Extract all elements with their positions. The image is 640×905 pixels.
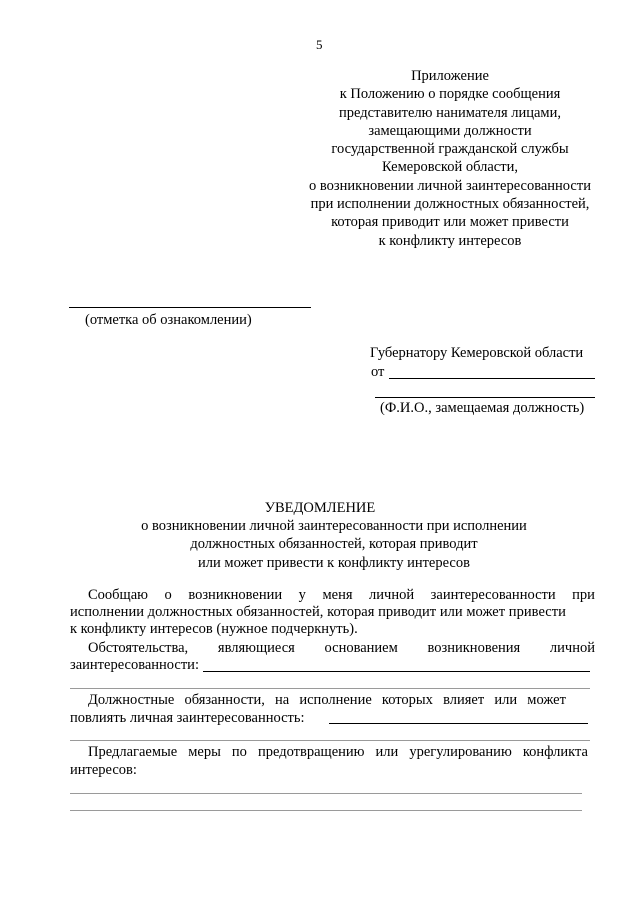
appendix-line: государственной гражданской службы bbox=[331, 141, 569, 158]
word: возникновения bbox=[427, 640, 521, 656]
notice-subtitle bbox=[0, 517, 640, 572]
appendix-line: которая приводит или может привести bbox=[331, 214, 569, 231]
p4-extra-line-1 bbox=[70, 793, 582, 794]
p1-line1 bbox=[88, 587, 595, 604]
word: может bbox=[527, 692, 566, 708]
p3-line2: повлиять личная заинтересованность: bbox=[70, 710, 305, 726]
addressee-fio-caption: (Ф.И.О., замещаемая должность) bbox=[380, 400, 585, 416]
word: основанием bbox=[324, 640, 398, 656]
word: заинтересованности bbox=[430, 587, 556, 603]
word: по bbox=[231, 744, 247, 760]
appendix-line: к конфликту интересов bbox=[378, 232, 522, 249]
word: Должностные bbox=[88, 692, 175, 708]
word: Предлагаемые bbox=[88, 744, 178, 760]
word: у bbox=[298, 587, 306, 603]
p2-extra-line bbox=[70, 688, 590, 689]
word: предотвращению bbox=[257, 744, 365, 760]
word: влияет bbox=[443, 692, 485, 708]
appendix-line: представителю нанимателя лицами, bbox=[339, 104, 561, 121]
p3-fill-line bbox=[329, 723, 588, 724]
appendix-line: Кемеровской области, bbox=[382, 159, 518, 176]
p4-line2: интересов: bbox=[70, 762, 137, 778]
word: которых bbox=[381, 692, 433, 708]
appendix-block bbox=[290, 67, 610, 250]
word: являющиеся bbox=[217, 640, 295, 656]
word: возникновении bbox=[188, 587, 283, 603]
word: Сообщаю bbox=[88, 587, 148, 603]
p3-extra-line bbox=[70, 740, 590, 741]
word: обязанности, bbox=[184, 692, 265, 708]
appendix-line: к Положению о порядке сообщения bbox=[339, 86, 561, 103]
word: конфликта bbox=[522, 744, 588, 760]
subtitle-line: или может привести к конфликту интересов bbox=[198, 554, 470, 571]
word: о bbox=[164, 587, 172, 603]
word: или bbox=[494, 692, 518, 708]
p4-line1 bbox=[88, 744, 588, 761]
acquaintance-caption: (отметка об ознакомлении) bbox=[85, 312, 252, 328]
notice-title: УВЕДОМЛЕНИЕ bbox=[264, 500, 376, 516]
addressee-fio-line bbox=[375, 397, 595, 398]
addressee-to: Губернатору Кемеровской области bbox=[370, 345, 584, 361]
p2-fill-line bbox=[203, 671, 590, 672]
p3-line1 bbox=[88, 692, 566, 709]
p1-line2: исполнении должностных обязанностей, которая приводит или может привести bbox=[70, 604, 566, 620]
p1-line3: к конфликту интересов (нужное подчеркнуть). bbox=[70, 621, 358, 637]
appendix-line: замещающими должности bbox=[368, 122, 532, 139]
appendix-line: Приложение bbox=[411, 68, 489, 84]
acquaintance-line bbox=[69, 307, 311, 308]
word: личной bbox=[549, 640, 595, 656]
word: при bbox=[572, 587, 595, 603]
subtitle-line: о возникновении личной заинтересованности при исполнении bbox=[141, 518, 527, 534]
word: урегулированию bbox=[409, 744, 512, 760]
word: меня bbox=[322, 587, 353, 603]
word: меры bbox=[188, 744, 221, 760]
appendix-line: о возникновении личной заинтересованности bbox=[309, 177, 591, 194]
p2-line1 bbox=[88, 640, 595, 657]
word: или bbox=[375, 744, 399, 760]
p4-extra-line-2 bbox=[70, 810, 582, 811]
addressee-from: от bbox=[371, 364, 385, 380]
p2-line2: заинтересованности: bbox=[70, 657, 199, 673]
page-number: 5 bbox=[316, 37, 323, 52]
appendix-line: при исполнении должностных обязанностей, bbox=[310, 196, 590, 213]
subtitle-line: должностных обязанностей, которая приводит bbox=[190, 536, 478, 553]
word: исполнение bbox=[299, 692, 372, 708]
addressee-from-line bbox=[389, 378, 595, 379]
word: личной bbox=[369, 587, 415, 603]
word: на bbox=[275, 692, 290, 708]
word: Обстоятельства, bbox=[88, 640, 189, 656]
